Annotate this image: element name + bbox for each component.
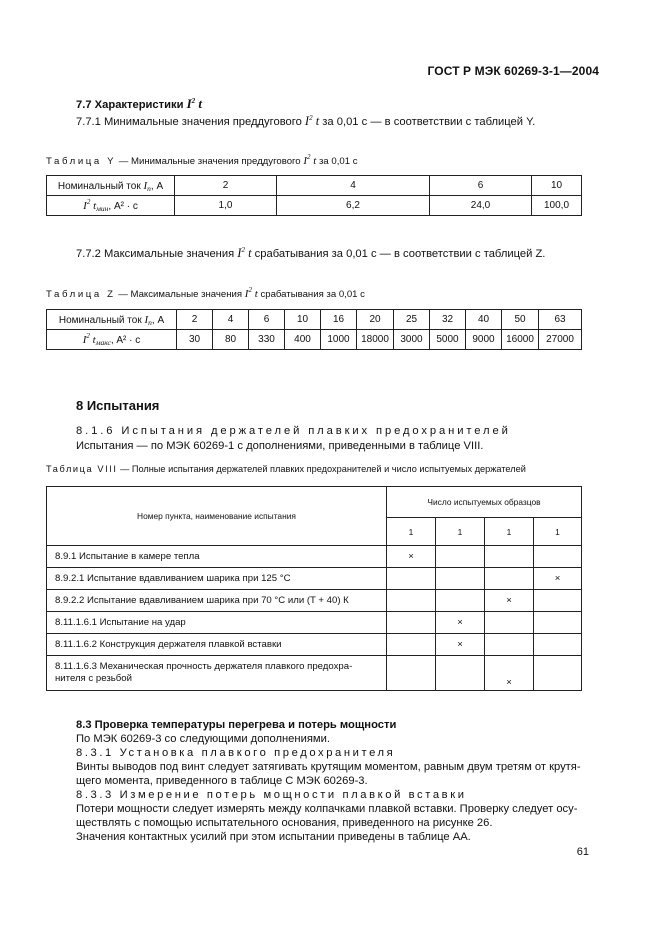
table-row [47,568,582,590]
mark-cell [534,656,582,691]
table-cell: 6 [249,310,285,330]
mark-cell [387,568,436,590]
table-row [47,487,582,518]
para-8-3-3-line3: Значения контактных усилий при этом испытании приведены в таблице АА. [76,831,471,843]
table-cell: 100,0 [532,196,582,216]
table-cell: 330 [249,330,285,350]
table-cell: 20 [357,310,394,330]
sample-count: 1 [387,518,436,546]
table-cell: 32 [430,310,466,330]
mark-cell [436,590,485,612]
section-8-heading: 8 Испытания [76,398,160,413]
row-label-current: Номинальный ток $I_n$, А [47,176,175,196]
table-cell: 63 [539,310,582,330]
mark-cell [436,546,485,568]
para-8-3-1-line1: Винты выводов под винт следует затягивать крутящим моментом, равным двум третям от крутя- [76,761,581,773]
row-label-i2t-max: $I^2$ $t_{макс}$, А² · с [47,330,177,350]
table-cell: 9000 [466,330,502,350]
table-cell: 2 [175,176,277,196]
para-8-3-3-line2: ществлять с помощью испытательного основания, приведенного на рисунке 26. [76,817,493,829]
para-7-7-1: 7.7.1 Минимальные значения преддугового $I^2$ t за 0,01 с — в соответствии с таблицей Y. [76,114,536,128]
mark-cell: × [436,634,485,656]
table-row [47,590,582,612]
mark-cell: × [387,546,436,568]
mark-cell [387,656,436,691]
test-name: 8.9.1 Испытание в камере тепла [47,546,387,568]
table-row [47,546,582,568]
table-viii [46,486,582,691]
table-y [46,175,582,216]
table-cell: 6 [430,176,532,196]
para-8-3-1-title: 8.3.1 Установка плавкого предохранителя [76,747,396,759]
table-row [47,330,582,350]
para-8-3-3-title: 8.3.3 Измерение потерь мощности плавкой вставки [76,789,467,801]
table-cell: 3000 [394,330,430,350]
table-cell: 25 [394,310,430,330]
sample-count: 1 [534,518,582,546]
section-number: 7.7 [76,99,92,111]
mark-cell [387,634,436,656]
section-title: Характеристики [94,99,184,111]
table-cell: 40 [466,310,502,330]
table-cell: 30 [177,330,213,350]
table-row [47,656,582,691]
table-cell: 1000 [321,330,357,350]
formula-i2t: $I^2$ t [244,286,258,300]
mark-cell: × [534,568,582,590]
table-row [47,196,582,216]
mark-cell [534,590,582,612]
table-cell: 16 [321,310,357,330]
mark-cell [485,634,534,656]
row-label-current: Номинальный ток $I_n$, А [47,310,177,330]
table-row [47,634,582,656]
table-cell: 2 [177,310,213,330]
page-number: 61 [576,846,589,858]
column-header-samples: Число испытуемых образцов [387,487,582,518]
table-y-caption: Таблица Y — Минимальные значения преддугового $I^2$ t за 0,01 с [46,153,358,167]
mark-cell [534,546,582,568]
para-8-3-3-line1: Потери мощности следует измерять между колпачками плавкой вставки. Проверку следует осу- [76,803,578,815]
sample-count: 1 [485,518,534,546]
table-cell: 27000 [539,330,582,350]
table-cell: 10 [532,176,582,196]
table-cell: 24,0 [430,196,532,216]
mark-cell [436,656,485,691]
formula-i2t: $I^2$ t [237,246,252,260]
test-name: 8.11.1.6.2 Конструкция держателя плавкой вставки [47,634,387,656]
mark-cell: × [485,656,534,691]
table-cell: 80 [213,330,249,350]
mark-cell [485,568,534,590]
formula-i2t: $I^2$ t [304,114,320,128]
table-cell: 6,2 [277,196,430,216]
para-8-1-6-title: 8.1.6 Испытания держателей плавких предохранителей [76,425,511,437]
para-8-1-6-text: Испытания — по МЭК 60269-1 с дополнениями, приведенными в таблице VIII. [76,440,484,452]
mark-cell [485,546,534,568]
table-row [47,612,582,634]
table-z [46,309,582,350]
table-z-caption: Таблица Z — Максимальные значения $I^2$ t срабатывания за 0,01 с [46,286,365,300]
table-cell: 1,0 [175,196,277,216]
mark-cell [436,568,485,590]
mark-cell [387,612,436,634]
document-header: ГОСТ Р МЭК 60269-3-1—2004 [427,64,599,78]
section-8-3-heading: 8.3 Проверка температуры перегрева и потерь мощности [76,719,397,731]
test-name: 8.11.1.6.1 Испытание на удар [47,612,387,634]
mark-cell [534,612,582,634]
row-label-i2t-min: $I^2$ $t_{мин}$, А² · с [47,196,175,216]
table-cell: 50 [502,310,539,330]
table-cell: 16000 [502,330,539,350]
mark-cell [534,634,582,656]
table-row [47,310,582,330]
formula-i2t: $I^2$ t [303,153,317,167]
table-cell: 400 [285,330,321,350]
table-viii-caption: Таблица VIII — Полные испытания держателей плавких предохранителей и число испытуемых держателей [46,464,526,474]
column-header-test: Номер пункта, наименование испытания [47,487,387,546]
para-8-3-1-line2: щего момента, приведенного в таблице С МЭК 60269-3. [76,775,368,787]
mark-cell: × [485,590,534,612]
section-7-7-heading [76,97,202,112]
para-7-7-2: 7.7.2 Максимальные значения $I^2$ t срабатывания за 0,01 с — в соответствии с таблицей Z. [76,246,546,260]
mark-cell: × [436,612,485,634]
table-row [47,176,582,196]
test-name: 8.9.2.1 Испытание вдавливанием шарика при 125 °С [47,568,387,590]
sample-count: 1 [436,518,485,546]
table-cell: 4 [213,310,249,330]
para-8-3-line1: По МЭК 60269-3 со следующими дополнениями. [76,733,330,745]
table-cell: 5000 [430,330,466,350]
mark-cell [485,612,534,634]
test-name: 8.11.1.6.3 Механическая прочность держателя плавкого предохра- нителя с резьбой [47,656,387,691]
formula-i2t: $I^2$ t [186,96,203,111]
table-cell: 4 [277,176,430,196]
test-name: 8.9.2.2 Испытание вдавливанием шарика при 70 °С или (T + 40) К [47,590,387,612]
table-cell: 18000 [357,330,394,350]
table-cell: 10 [285,310,321,330]
mark-cell [387,590,436,612]
